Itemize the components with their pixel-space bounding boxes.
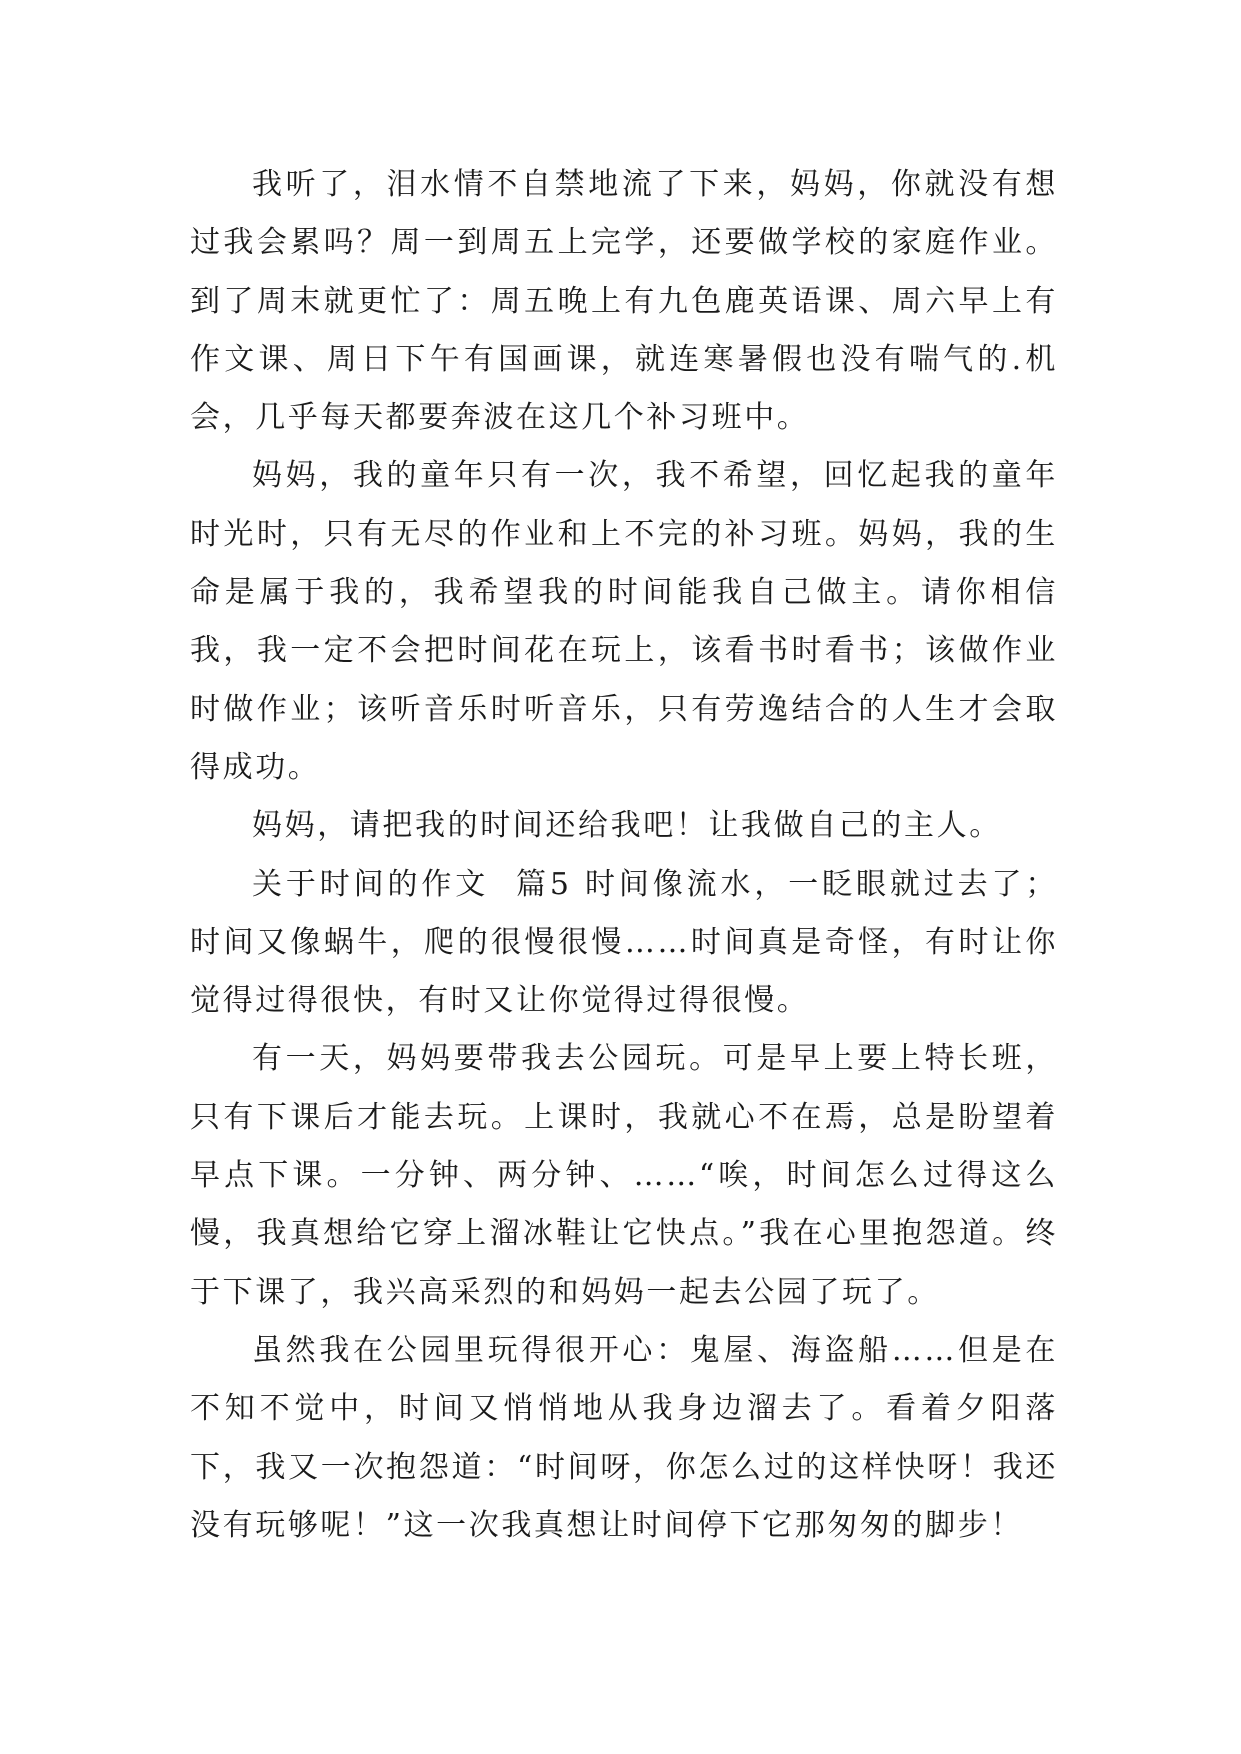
paragraph-3: 妈妈，请把我的时间还给我吧！让我做自己的主人。 [252,808,1002,844]
section-paragraph-2: 有一天，妈妈要带我去公园玩。可是早上要上特长班，只有下课后才能去玩。上课时，我就心不在焉，总是盼望着早点下课。一分钟、两分钟、……“唉，时间怎么过得这么慢，我真想给它穿上溜冰鞋让它快点。”我在心里抱怨道。终于下课了，我兴高采烈的和妈妈一起去公园了玩了。 [190,1041,1058,1310]
section-paragraph-1: 时间像流水，一眨眼就过去了；时间又像蜗牛，爬的很慢很慢……时间真是奇怪，有时让你觉得过得很快，有时又让你觉得过得很慢。 [190,866,1058,1019]
section-paragraph-3: 虽然我在公园里玩得很开心：鬼屋、海盗船……但是在不知不觉中，时间又悄悄地从我身边溜去了。看着夕阳落下，我又一次抱怨道：“时间呀，你怎么过的这样快呀！我还没有玩够呢！”这一次我真想让时间停下它那匆匆的脚步！ [190,1332,1058,1543]
spacer [572,867,585,902]
paragraph-section-start [190,856,1058,1031]
essay-body [190,156,1058,1555]
paragraph-1: 我听了，泪水情不自禁地流了下来，妈妈，你就没有想过我会累吗？周一到周五上完学，还要做学校的家庭作业。到了周末就更忙了：周五晚上有九色鹿英语课、周六早上有作文课、周日下午有国画课，就连寒暑假也没有喘气的.机会，几乎每天都要奔波在这几个补习班中。 [190,167,1058,436]
section-heading: 关于时间的作文 篇5 [252,866,572,902]
paragraph-2: 妈妈，我的童年只有一次，我不希望，回忆起我的童年时光时，只有无尽的作业和上不完的补习班。妈妈，我的生命是属于我的，我希望我的时间能我自己做主。请你相信我，我一定不会把时间花在玩上，该看书时看书；该做作业时做作业；该听音乐时听音乐，只有劳逸结合的人生才会取得成功。 [190,458,1058,785]
